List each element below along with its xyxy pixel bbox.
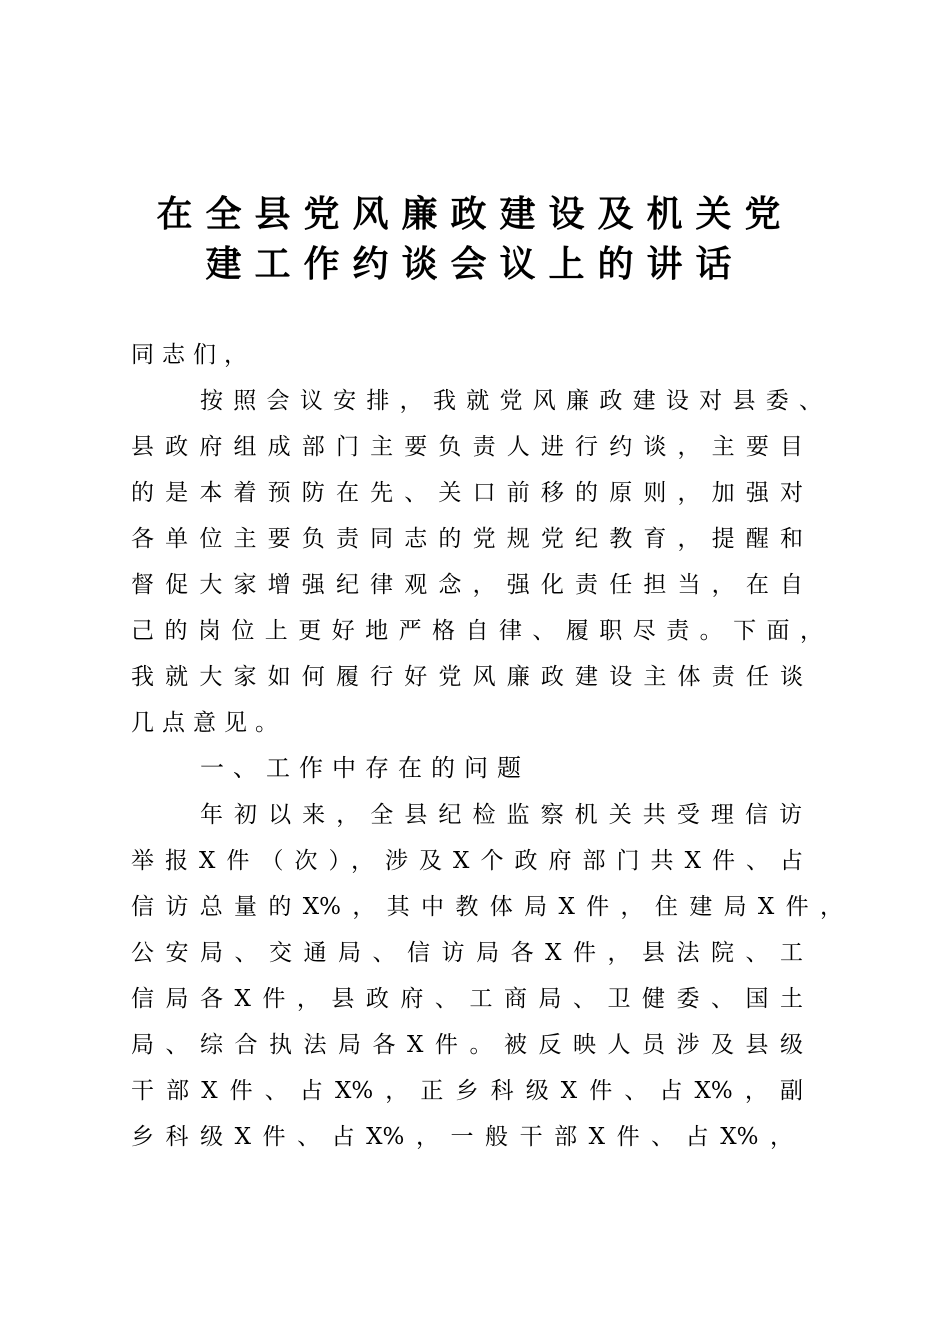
paragraph-line: 年初以来，全县纪检监察机关共受理信访 <box>200 802 802 828</box>
section-heading: 一、工作中存在的问题 <box>200 754 530 782</box>
paragraph-line: 举报X件（次），涉及X个政府部门共X件、占 <box>131 848 803 874</box>
paragraph-line: 公安局、交通局、信访局各X件，县法院、工 <box>131 940 803 966</box>
paragraph-line: 县政府组成部门主要负责人进行约谈，主要目 <box>131 434 803 460</box>
paragraph-line: 各单位主要负责同志的党规党纪教育，提醒和 <box>131 526 803 552</box>
paragraph-line: 局、综合执法局各X件。被反映人员涉及县级 <box>131 1032 803 1058</box>
paragraph-line: 按照会议安排，我就党风廉政建设对县委、 <box>200 388 822 414</box>
paragraph-line: 信访总量的X%，其中教体局X件，住建局X件， <box>131 894 843 920</box>
paragraph-line: 几点意见。 <box>131 710 286 736</box>
document-title-line-1: 在全县党风廉政建设及机关党 <box>156 193 794 235</box>
paragraph-line: 己的岗位上更好地严格自律、履职尽责。下面， <box>131 618 823 644</box>
paragraph-line: 我就大家如何履行好党风廉政建设主体责任谈 <box>131 664 803 690</box>
paragraph-line: 乡科级X件、占X%，一般干部X件、占X%， <box>131 1124 793 1150</box>
document-title-line-2: 建工作约谈会议上的讲话 <box>205 243 745 285</box>
paragraph-line: 督促大家增强纪律观念，强化责任担当，在自 <box>131 572 803 598</box>
paragraph-line: 干部X件、占X%，正乡科级X件、占X%，副 <box>131 1078 803 1104</box>
paragraph-line: 信局各X件，县政府、工商局、卫健委、国土 <box>131 986 803 1012</box>
greeting: 同志们， <box>131 342 255 368</box>
paragraph-line: 的是本着预防在先、关口前移的原则，加强对 <box>131 480 803 506</box>
